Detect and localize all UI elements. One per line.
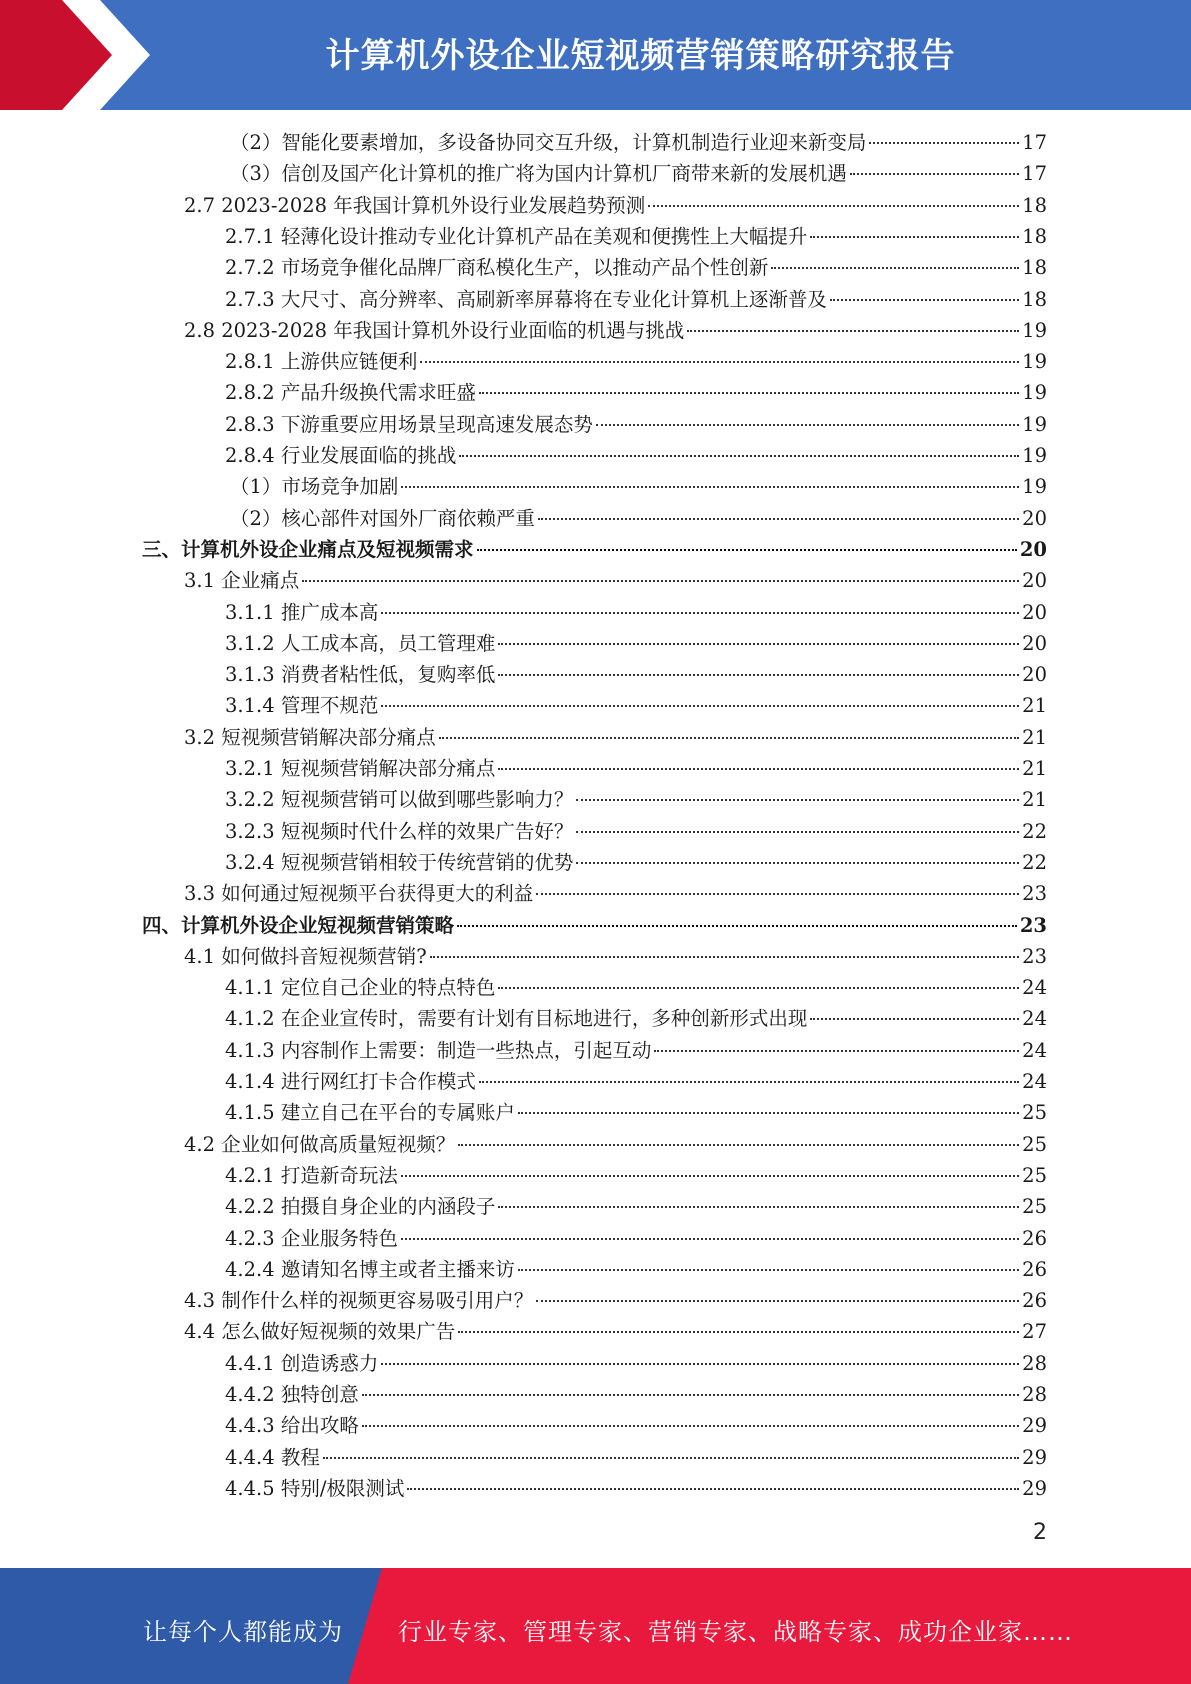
toc-entry-title: （2）智能化要素增加，多设备协同交互升级，计算机制造行业迎来新变局 bbox=[230, 131, 867, 154]
toc-dot-leader bbox=[381, 612, 1019, 614]
toc-entry-title: 3.1.3 消费者粘性低，复购率低 bbox=[225, 663, 496, 687]
toc-entry[interactable] bbox=[230, 471, 1047, 502]
toc-entry-title: 四、计算机外设企业短视频营销策略 bbox=[142, 913, 455, 937]
toc-entry[interactable] bbox=[225, 1003, 1047, 1034]
toc-entry-page: 19 bbox=[1022, 350, 1047, 374]
toc-entry[interactable] bbox=[225, 690, 1047, 721]
toc-entry[interactable] bbox=[184, 941, 1047, 972]
report-title: 计算机外设企业短视频营销策略研究报告 bbox=[325, 36, 956, 76]
toc-dot-leader bbox=[498, 643, 1019, 645]
toc-dot-leader bbox=[381, 705, 1019, 707]
footer-banner bbox=[0, 1568, 1191, 1684]
toc-entry-title: 4.4.1 创造诱惑力 bbox=[225, 1351, 379, 1375]
toc-entry-page: 21 bbox=[1022, 694, 1047, 718]
toc-entry[interactable] bbox=[184, 315, 1047, 346]
footer-slogan-right: 行业专家、管理专家、营销专家、战略专家、成功企业家…… bbox=[398, 1618, 1073, 1646]
toc-entry[interactable] bbox=[225, 1160, 1047, 1191]
toc-entry[interactable] bbox=[225, 1442, 1047, 1473]
toc-entry[interactable] bbox=[225, 628, 1047, 659]
toc-entry-title: 2.8.3 下游重要应用场景呈现高速发展态势 bbox=[225, 412, 593, 436]
toc-entry-page: 17 bbox=[1022, 162, 1047, 186]
toc-dot-leader bbox=[810, 1018, 1019, 1020]
toc-entry-page: 19 bbox=[1022, 444, 1047, 467]
toc-dot-leader bbox=[518, 1269, 1019, 1271]
toc-entry-title: 3.2 短视频营销解决部分痛点 bbox=[184, 725, 436, 749]
toc-entry-title: 2.8 2023-2028 年我国计算机外设行业面临的机遇与挑战 bbox=[184, 318, 685, 342]
toc-dot-leader bbox=[576, 862, 1019, 864]
toc-dot-leader bbox=[538, 518, 1019, 520]
toc-dot-leader bbox=[401, 1238, 1019, 1240]
toc-entry-page: 20 bbox=[1022, 506, 1047, 530]
toc-entry-page: 23 bbox=[1019, 913, 1047, 937]
toc-entry-page: 19 bbox=[1022, 412, 1047, 436]
toc-entry[interactable] bbox=[184, 1316, 1047, 1347]
toc-dot-leader bbox=[654, 1050, 1019, 1052]
toc-entry-page: 28 bbox=[1022, 1351, 1047, 1375]
toc-dot-leader bbox=[869, 142, 1019, 144]
toc-dot-leader bbox=[518, 1112, 1019, 1114]
toc-entry[interactable] bbox=[225, 1191, 1047, 1222]
toc-entry-title: 3.1.1 推广成本高 bbox=[225, 600, 379, 624]
toc-entry[interactable] bbox=[225, 284, 1047, 315]
toc-entry-page: 26 bbox=[1022, 1226, 1047, 1250]
toc-entry[interactable] bbox=[225, 409, 1047, 440]
toc-entry[interactable] bbox=[225, 659, 1047, 690]
toc-entry-page: 25 bbox=[1022, 1163, 1047, 1187]
toc-entry-page: 18 bbox=[1022, 287, 1047, 311]
toc-entry-page: 18 bbox=[1022, 193, 1047, 217]
toc-dot-leader bbox=[771, 267, 1019, 269]
toc-dot-leader bbox=[576, 831, 1019, 833]
toc-entry-title: 2.7.2 市场竞争催化品牌厂商私模化生产，以推动产品个性创新 bbox=[225, 256, 769, 280]
toc-entry[interactable] bbox=[230, 503, 1047, 534]
toc-entry-title: 3.2.2 短视频营销可以做到哪些影响力？ bbox=[225, 788, 574, 812]
toc-entry[interactable] bbox=[225, 440, 1047, 471]
toc-entry-page: 20 bbox=[1022, 569, 1047, 593]
toc-entry[interactable] bbox=[230, 158, 1047, 189]
toc-entry-page: 27 bbox=[1022, 1320, 1047, 1344]
toc-entry[interactable] bbox=[225, 346, 1047, 377]
toc-entry-title: 4.4.4 教程 bbox=[225, 1445, 320, 1469]
toc-dot-leader bbox=[498, 1206, 1019, 1208]
toc-entry-title: 3.1.4 管理不规范 bbox=[225, 694, 379, 718]
toc-entry-title: 4.4.2 独特创意 bbox=[225, 1383, 359, 1406]
toc-dot-leader bbox=[576, 799, 1019, 801]
toc-entry-title: 4.2.4 邀请知名博主或者主播来访 bbox=[225, 1257, 515, 1281]
toc-dot-leader bbox=[458, 1331, 1019, 1333]
toc-dot-leader bbox=[498, 768, 1019, 770]
toc-entry-page: 29 bbox=[1022, 1414, 1047, 1438]
toc-entry[interactable] bbox=[225, 753, 1047, 784]
toc-entry-title: 3.2.1 短视频营销解决部分痛点 bbox=[225, 757, 496, 780]
toc-entry-title: 3.2.3 短视频时代什么样的效果广告好？ bbox=[225, 819, 574, 843]
toc-entry-page: 25 bbox=[1022, 1195, 1047, 1219]
header-chevron-graphic bbox=[0, 0, 150, 110]
toc-entry[interactable] bbox=[225, 1348, 1047, 1379]
toc-entry-title: 3.2.4 短视频营销相较于传统营销的优势 bbox=[225, 850, 574, 874]
toc-dot-leader bbox=[420, 361, 1019, 363]
toc-entry-title: 2.8.4 行业发展面临的挑战 bbox=[225, 444, 457, 467]
toc-entry-page: 19 bbox=[1022, 381, 1047, 405]
toc-dot-leader bbox=[457, 925, 1017, 927]
toc-entry[interactable] bbox=[225, 816, 1047, 847]
toc-dot-leader bbox=[458, 1144, 1019, 1146]
toc-entry-title: 4.2.3 企业服务特色 bbox=[225, 1226, 398, 1250]
toc-entry-title: 4.1.3 内容制作上需要：制造一些热点，引起互动 bbox=[225, 1038, 652, 1062]
toc-dot-leader bbox=[430, 956, 1020, 958]
toc-entry-title: （3）信创及国产化计算机的推广将为国内计算机厂商带来新的发展机遇 bbox=[230, 162, 847, 186]
toc-entry-page: 17 bbox=[1022, 131, 1047, 154]
toc-entry-title: 4.2.1 打造新奇玩法 bbox=[225, 1163, 398, 1187]
toc-dot-leader bbox=[439, 737, 1019, 739]
toc-entry-title: 3.1 企业痛点 bbox=[184, 569, 300, 593]
toc-entry-page: 20 bbox=[1022, 600, 1047, 624]
toc-entry[interactable] bbox=[225, 847, 1047, 878]
toc-entry[interactable] bbox=[184, 190, 1047, 221]
toc-entry-page: 25 bbox=[1022, 1132, 1047, 1156]
toc-entry[interactable] bbox=[225, 1379, 1047, 1410]
toc-entry[interactable] bbox=[142, 534, 1047, 565]
toc-entry-title: 4.1.4 进行网红打卡合作模式 bbox=[225, 1070, 476, 1093]
toc-entry-title: 2.7.3 大尺寸、高分辨率、高刷新率屏幕将在专业化计算机上逐渐普及 bbox=[225, 287, 827, 311]
toc-entry-page: 29 bbox=[1022, 1476, 1047, 1500]
toc-dot-leader bbox=[830, 299, 1019, 301]
toc-entry-title: 3.1.2 人工成本高，员工管理难 bbox=[225, 631, 496, 655]
toc-dot-leader bbox=[381, 1363, 1019, 1365]
toc-entry-title: 4.2 企业如何做高质量短视频？ bbox=[184, 1132, 456, 1156]
toc-entry-title: 2.7.1 轻薄化设计推动专业化计算机产品在美观和便携性上大幅提升 bbox=[225, 224, 808, 248]
toc-entry[interactable] bbox=[225, 972, 1047, 1003]
toc-entry-title: 三、计算机外设企业痛点及短视频需求 bbox=[142, 537, 474, 561]
toc-entry-page: 21 bbox=[1022, 757, 1047, 780]
toc-dot-leader bbox=[687, 330, 1019, 332]
toc-entry-page: 25 bbox=[1022, 1101, 1047, 1125]
toc-entry-page: 20 bbox=[1022, 631, 1047, 655]
toc-entry[interactable] bbox=[184, 722, 1047, 753]
toc-entry[interactable] bbox=[184, 1285, 1047, 1316]
toc-entry-page: 26 bbox=[1022, 1257, 1047, 1281]
toc-entry-page: 21 bbox=[1022, 725, 1047, 749]
toc-entry-page: 21 bbox=[1022, 788, 1047, 812]
toc-entry-title: 2.8.1 上游供应链便利 bbox=[225, 350, 418, 374]
toc-entry-title: 4.4 怎么做好短视频的效果广告 bbox=[184, 1320, 456, 1344]
toc-entry-title: 4.1 如何做抖音短视频营销? bbox=[184, 944, 427, 968]
toc-entry-title: 4.4.5 特别/极限测试 bbox=[225, 1476, 405, 1500]
toc-entry-page: 22 bbox=[1022, 819, 1047, 843]
toc-dot-leader bbox=[407, 1488, 1019, 1490]
toc-dot-leader bbox=[362, 1425, 1019, 1427]
toc-entry-title: 3.3 如何通过短视频平台获得更大的利益 bbox=[184, 882, 534, 906]
toc-entry[interactable] bbox=[230, 127, 1047, 158]
toc-entry-page: 19 bbox=[1022, 318, 1047, 342]
toc-entry[interactable] bbox=[184, 1129, 1047, 1160]
toc-entry-title: 4.2.2 拍摄自身企业的内涵段子 bbox=[225, 1195, 496, 1219]
toc-dot-leader bbox=[323, 1457, 1019, 1459]
toc-dot-leader bbox=[498, 674, 1019, 676]
toc-entry-title: 2.8.2 产品升级换代需求旺盛 bbox=[225, 381, 476, 405]
toc-dot-leader bbox=[810, 236, 1019, 238]
toc-dot-leader bbox=[596, 424, 1019, 426]
toc-dot-leader bbox=[479, 392, 1019, 394]
toc-entry-title: 2.7 2023-2028 年我国计算机外设行业发展趋势预测 bbox=[184, 193, 646, 217]
toc-entry-title: （2）核心部件对国外厂商依赖严重 bbox=[230, 506, 535, 530]
toc-entry[interactable] bbox=[225, 252, 1047, 283]
toc-entry[interactable] bbox=[184, 878, 1047, 909]
toc-dot-leader bbox=[536, 1300, 1019, 1302]
toc-entry-page: 28 bbox=[1022, 1383, 1047, 1406]
toc-entry[interactable] bbox=[184, 565, 1047, 596]
toc-dot-leader bbox=[401, 486, 1019, 488]
toc-entry[interactable] bbox=[225, 1066, 1047, 1097]
toc-entry-title: （1）市场竞争加剧 bbox=[230, 475, 399, 499]
footer-slogan-left: 让每个人都能成为 bbox=[143, 1618, 343, 1646]
toc-entry[interactable] bbox=[225, 1410, 1047, 1441]
toc-entry-page: 26 bbox=[1022, 1289, 1047, 1313]
toc-entry-page: 29 bbox=[1022, 1445, 1047, 1469]
toc-entry[interactable] bbox=[225, 1097, 1047, 1128]
toc-entry-page: 20 bbox=[1019, 537, 1047, 561]
toc-entry-page: 24 bbox=[1022, 1070, 1047, 1093]
toc-entry-title: 4.4.3 给出攻略 bbox=[225, 1414, 359, 1438]
header-banner bbox=[0, 0, 1191, 110]
toc-dot-leader bbox=[479, 1081, 1019, 1083]
toc-dot-leader bbox=[459, 455, 1019, 457]
toc-entry-page: 23 bbox=[1022, 944, 1047, 968]
toc-entry[interactable] bbox=[225, 784, 1047, 815]
toc-entry[interactable] bbox=[225, 1223, 1047, 1254]
toc-entry[interactable] bbox=[225, 1254, 1047, 1285]
toc-dot-leader bbox=[362, 1394, 1019, 1396]
toc-dot-leader bbox=[477, 549, 1017, 551]
toc-entry[interactable] bbox=[225, 1473, 1047, 1504]
toc-entry[interactable] bbox=[225, 1035, 1047, 1066]
toc-entry-page: 22 bbox=[1022, 850, 1047, 874]
toc-dot-leader bbox=[536, 893, 1019, 895]
toc-entry-page: 18 bbox=[1022, 224, 1047, 248]
toc-dot-leader bbox=[850, 173, 1019, 175]
toc-dot-leader bbox=[302, 580, 1019, 582]
toc-entry-page: 20 bbox=[1022, 663, 1047, 687]
toc-entry-page: 19 bbox=[1022, 475, 1047, 499]
toc-entry-page: 18 bbox=[1022, 256, 1047, 280]
toc-dot-leader bbox=[498, 987, 1019, 989]
toc-entry-title: 4.1.5 建立自己在平台的专属账户 bbox=[225, 1101, 515, 1125]
toc-entry[interactable] bbox=[225, 221, 1047, 252]
toc-dot-leader bbox=[648, 205, 1019, 207]
page-number: 2 bbox=[1033, 1520, 1047, 1545]
toc-entry-page: 24 bbox=[1022, 976, 1047, 1000]
toc-entry[interactable] bbox=[225, 377, 1047, 408]
toc-entry[interactable] bbox=[142, 910, 1047, 941]
toc-entry-page: 24 bbox=[1022, 1038, 1047, 1062]
toc-entry-page: 24 bbox=[1022, 1007, 1047, 1031]
toc-entry[interactable] bbox=[225, 597, 1047, 628]
toc-entry-title: 4.1.1 定位自己企业的特点特色 bbox=[225, 976, 496, 1000]
toc-dot-leader bbox=[401, 1175, 1019, 1177]
toc-entry-page: 23 bbox=[1022, 882, 1047, 906]
toc-entry-title: 4.3 制作什么样的视频更容易吸引用户？ bbox=[184, 1289, 534, 1313]
toc-entry-title: 4.1.2 在企业宣传时，需要有计划有目标地进行，多种创新形式出现 bbox=[225, 1007, 808, 1031]
